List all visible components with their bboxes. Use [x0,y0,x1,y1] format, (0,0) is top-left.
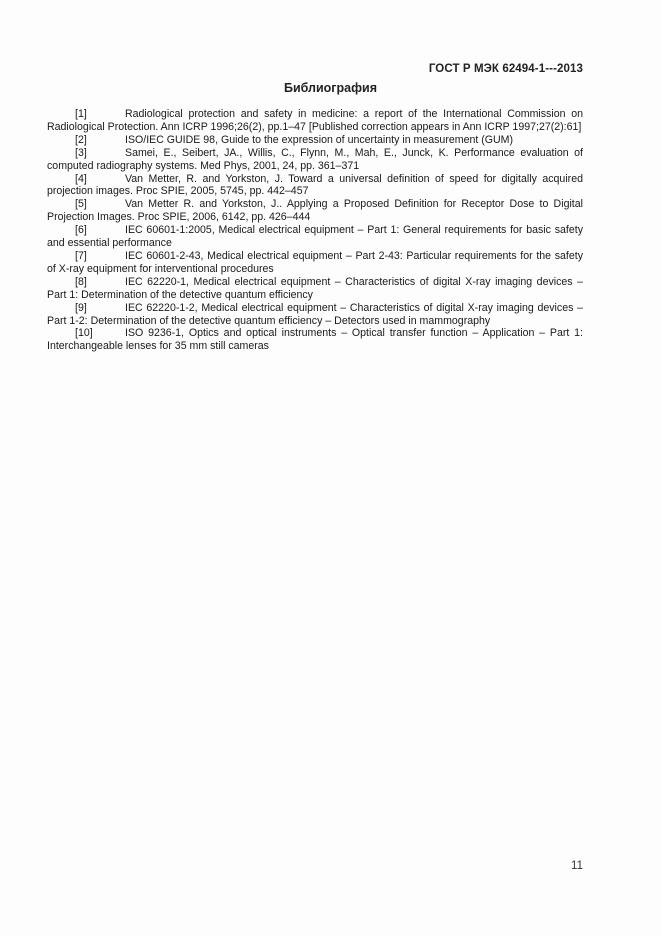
entry-number: [1] [75,108,87,120]
page-number: 11 [571,860,583,872]
entry-text: Samei, E., Seibert, JA., Willis, C., Flynn, M., Mah, E., Junck, K. Performance evaluation of computed radiography systems. Med Phys, 2001, 24, pp. 361–371 [47,146,583,172]
bibliography-entry [47,276,583,302]
bibliography-entry [47,302,583,328]
bibliography-entry [47,173,583,199]
entry-text: IEC 60601-2-43, Medical electrical equipment – Part 2-43: Particular requirements for the safety of X-ray equipment for interventional procedures [47,249,583,275]
entry-number: [2] [75,133,87,146]
bibliography-entry [47,108,583,134]
bibliography-entry [47,147,583,173]
bibliography-list [47,108,583,353]
bibliography-entry [47,327,583,353]
document-code: ГОСТ Р МЭК 62494-1---2013 [428,63,583,75]
entry-number: [9] [75,301,87,314]
entry-text: Van Metter R. and Yorkston, J.. Applying a Proposed Definition for Receptor Dose to Digital Projection Images. Proc SPIE, 2006, 6142, pp. 426–444 [47,198,583,224]
entry-text: IEC 62220-1-2, Medical electrical equipment – Characteristics of digital X-ray imaging devices – Part 1-2: Determination of the detective quantum efficiency – Detectors used in mammography [47,301,583,327]
entry-text: Radiological protection and safety in medicine: a report of the International Commission on Radiological Protection. Ann ICRP 1996;26(2), pp.1–47 [Published correction appears in Ann ICRP 1997;27(2):61] [47,108,583,133]
entry-text: IEC 60601-1:2005, Medical electrical equipment – Part 1: General requirements for basic safety and essential performance [47,224,583,250]
entry-number: [8] [75,275,87,288]
entry-text: Van Metter, R. and Yorkston, J. Toward a universal definition of speed for digitally acquired projection images. Proc SPIE, 2005, 5745, pp. 442–457 [47,172,583,198]
bibliography-entry [47,224,583,250]
entry-number: [7] [75,249,87,262]
entry-text: IEC 62220-1, Medical electrical equipment – Characteristics of digital X-ray imaging devices – Part 1: Determination of the detective quantum efficiency [47,275,583,301]
entry-text: ISO 9236-1, Optics and optical instruments – Optical transfer function – Application – Part 1: Interchangeable lenses for 35 mm still cameras [47,327,583,353]
entry-number: [3] [75,146,87,159]
bibliography-entry [47,134,583,147]
bibliography-entry [47,198,583,224]
entry-number: [4] [75,172,87,185]
entry-number: [6] [75,224,87,237]
page-title: Библиография [283,81,378,95]
entry-number: [5] [75,198,87,211]
entry-number: [10] [75,327,93,340]
bibliography-entry [47,250,583,276]
entry-text: ISO/IEC GUIDE 98, Guide to the expression of uncertainty in measurement (GUM) [125,133,514,146]
